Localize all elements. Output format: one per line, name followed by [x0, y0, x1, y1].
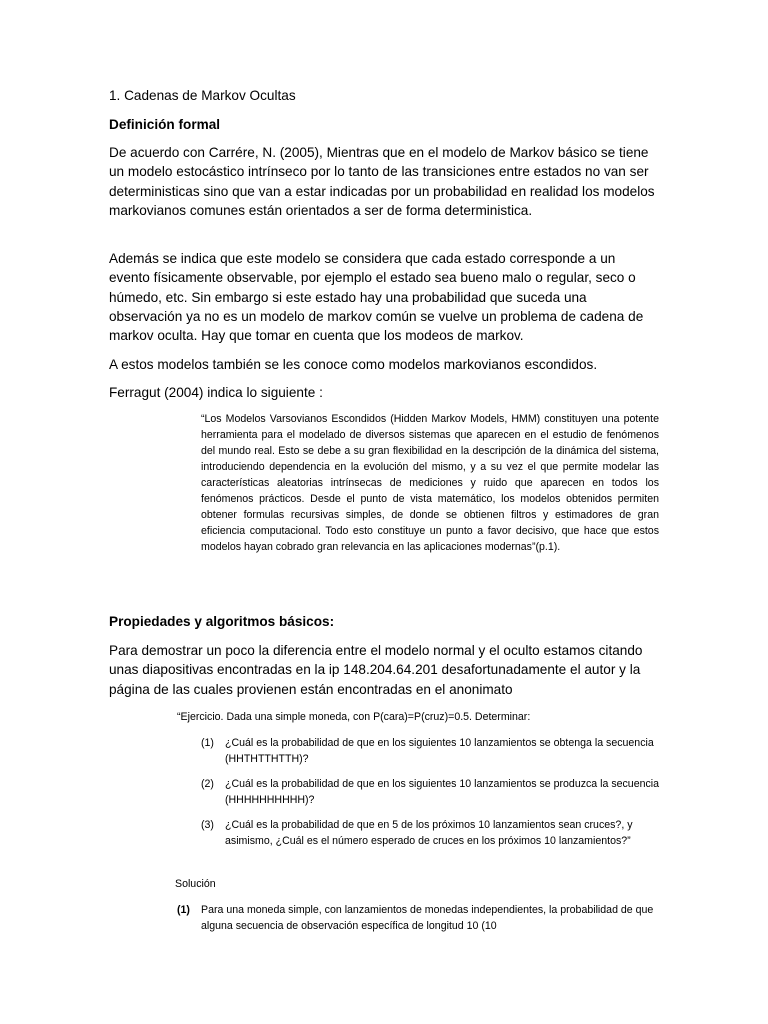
exercise-item	[201, 776, 661, 810]
paragraph-1: De acuerdo con Carrére, N. (2005), Mientras que en el modelo de Markov básico se tiene un modelo estocástico intrínseco por lo tanto de las transiciones entre estados no van ser deterministicas sino que van a estar indicadas por un probabilidad en realidad los modelos markovianos comunes están orientados a ser de forma deterministica.	[109, 145, 655, 218]
exercise-item-number: (1)	[201, 737, 214, 749]
block-quote: “Los Modelos Varsovianos Escondidos (Hidden Markov Models, HMM) constituyen una potente herramienta para el modelado de diversos sistemas que aparecen en el estudio de fenómenos del mundo real. Esto se debe a su gran flexibilidad en la descripción de la dinámica del sistema, introduciendo dependencia en la evolución del mismo, y a su vez el que permite modelar las características aleatorias intrínsecas de mediciones y ruido que aparecen en todos los fenómenos prácticos. Desde el punto de vista matemático, los modelos obtenidos permiten obtener formulas recursivas simples, de donde se obtienen filtros y estimadores de gran eficiencia computacional. Todo esto constituye un punto a favor decisivo, que hace que estos modelos hayan cobrado gran relevancia en las aplicaciones modernas”(p.1).	[201, 413, 659, 553]
section-heading-definicion: Definición formal	[109, 117, 221, 132]
solution-heading: Solución	[175, 878, 216, 890]
exercise-item-number: (2)	[201, 778, 214, 790]
document-title: 1. Cadenas de Markov Ocultas	[109, 88, 296, 103]
exercise-item-text: ¿Cuál es la probabilidad de que en 5 de los próximos 10 lanzamientos sean cruces?, y asimismo, ¿Cuál es el número esperado de cruces en los próximos 10 lanzamientos?”	[225, 819, 633, 847]
solution-item	[177, 902, 661, 936]
paragraph-3: A estos modelos también se les conoce como modelos markovianos escondidos.	[109, 357, 598, 372]
exercise-item	[201, 817, 661, 867]
exercise-intro: “Ejercicio. Dada una simple moneda, con P(cara)=P(cruz)=0.5. Determinar:	[177, 711, 531, 723]
exercise-item-text: ¿Cuál es la probabilidad de que en los siguientes 10 lanzamientos se produzca la secuencia (HHHHHHHHHH)?	[225, 778, 660, 806]
exercise-item	[201, 735, 661, 769]
solution-item-number: (1)	[177, 904, 190, 916]
paragraph-5: Para demostrar un poco la diferencia entre el modelo normal y el oculto estamos citando unas diapositivas encontradas en la ip 148.204.64.201 desafortunadamente el autor y la página de las cuales provienen están encontradas en el anonimato	[109, 643, 643, 697]
exercise-item-text: ¿Cuál es la probabilidad de que en los siguientes 10 lanzamientos se obtenga la secuencia (HHTHTTHTTH)?	[225, 737, 654, 765]
paragraph-4: Ferragut (2004) indica lo siguiente :	[109, 385, 323, 400]
paragraph-2: Además se indica que este modelo se considera que cada estado corresponde a un evento físicamente observable, por ejemplo el estado sea bueno malo o regular, seco o húmedo, etc. Sin embargo si este estado hay una probabilidad que suceda una observación ya no es un modelo de markov común se vuelve un problema de cadena de markov oculta. Hay que tomar en cuenta que los modeos de markov.	[109, 251, 644, 344]
solution-item-text: Para una moneda simple, con lanzamientos de monedas independientes, la probabilidad de que alguna secuencia de observación específica de longitud 10 (10	[201, 904, 654, 932]
section-heading-propiedades: Propiedades y algoritmos básicos:	[109, 614, 335, 629]
exercise-item-number: (3)	[201, 819, 214, 831]
